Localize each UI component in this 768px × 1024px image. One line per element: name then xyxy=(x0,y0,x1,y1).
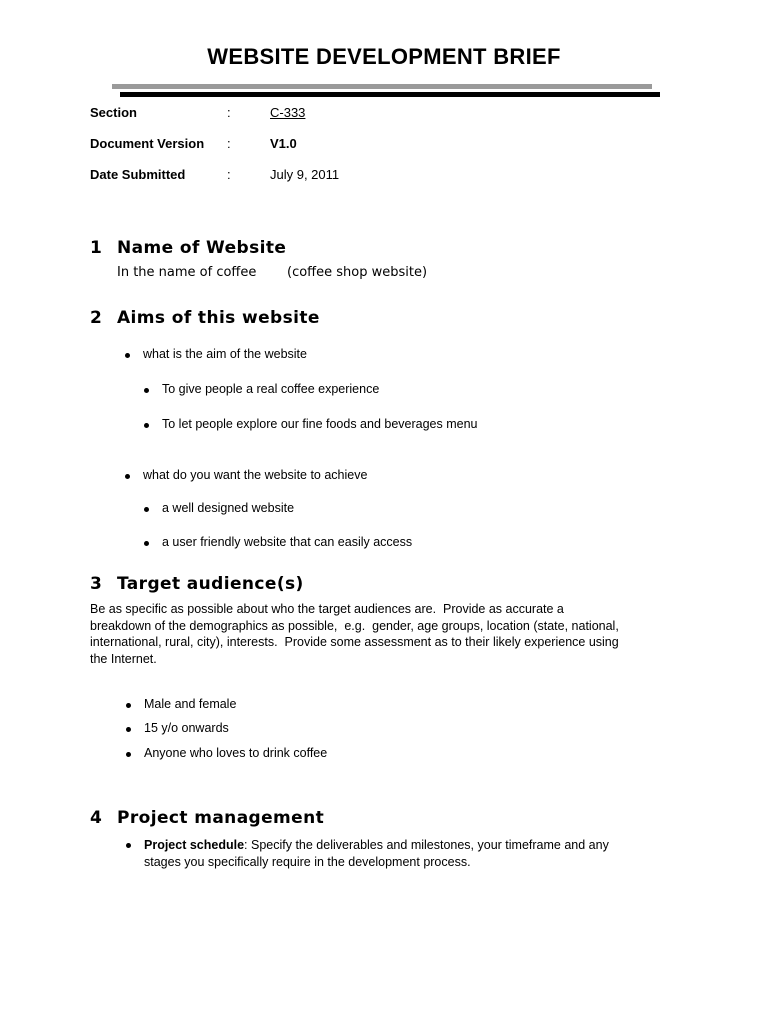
title-rule-black xyxy=(120,92,660,97)
date-value: July 9, 2011 xyxy=(270,167,340,182)
section-value: C-333 xyxy=(270,105,306,120)
list-item: a user friendly website that can easily access xyxy=(162,535,413,549)
document-title: WEBSITE DEVELOPMENT BRIEF xyxy=(207,44,561,69)
item-text: stages you specifically require in the development process. xyxy=(144,854,471,869)
colon: : xyxy=(227,105,231,120)
list-item: 15 y/o onwards xyxy=(144,721,229,735)
section-1-heading xyxy=(90,238,286,258)
colon: : xyxy=(227,167,231,182)
paragraph-line: Be as specific as possible about who the target audiences are. Provide as accurate a xyxy=(90,602,564,616)
colon: : xyxy=(227,136,231,151)
list-item: To let people explore our fine foods and beverages menu xyxy=(162,417,478,431)
section-number: 4 xyxy=(90,808,103,828)
item-text: : Specify the deliverables and milestones, your timeframe and any xyxy=(244,838,609,852)
date-label: Date Submitted xyxy=(90,167,186,182)
section-number: 2 xyxy=(90,308,103,328)
version-value: V1.0 xyxy=(270,136,297,151)
website-note: (coffee shop website) xyxy=(287,265,428,280)
section-2-heading xyxy=(90,308,320,328)
section-label: Section xyxy=(90,105,137,120)
section-title: Name of Website xyxy=(117,238,287,258)
list-item: what do you want the website to achieve xyxy=(143,468,368,482)
list-item: Male and female xyxy=(144,697,237,711)
website-name: In the name of coffee xyxy=(117,265,257,280)
paragraph-line: the Internet. xyxy=(90,651,157,666)
section-4-heading xyxy=(90,808,324,828)
section-title: Target audience(s) xyxy=(117,574,304,594)
list-item xyxy=(144,837,684,870)
section-number: 1 xyxy=(90,238,103,258)
audience-paragraph xyxy=(90,601,690,667)
list-item: Anyone who loves to drink coffee xyxy=(144,746,328,760)
list-item: a well designed website xyxy=(162,501,295,515)
section-title: Aims of this website xyxy=(117,308,320,328)
title-rule-grey xyxy=(112,84,652,89)
item-bold-label: Project schedule xyxy=(144,838,245,852)
paragraph-line: breakdown of the demographics as possible, e.g. gender, age groups, location (state, national, xyxy=(90,618,619,633)
section-title: Project management xyxy=(117,808,325,828)
list-item: what is the aim of the website xyxy=(143,347,307,361)
list-item: To give people a real coffee experience xyxy=(162,382,380,396)
version-label: Document Version xyxy=(90,136,205,151)
paragraph-line: international, rural, city), interests. Provide some assessment as to their likely experience using xyxy=(90,635,619,649)
section-number: 3 xyxy=(90,574,103,594)
section-3-heading xyxy=(90,574,304,594)
